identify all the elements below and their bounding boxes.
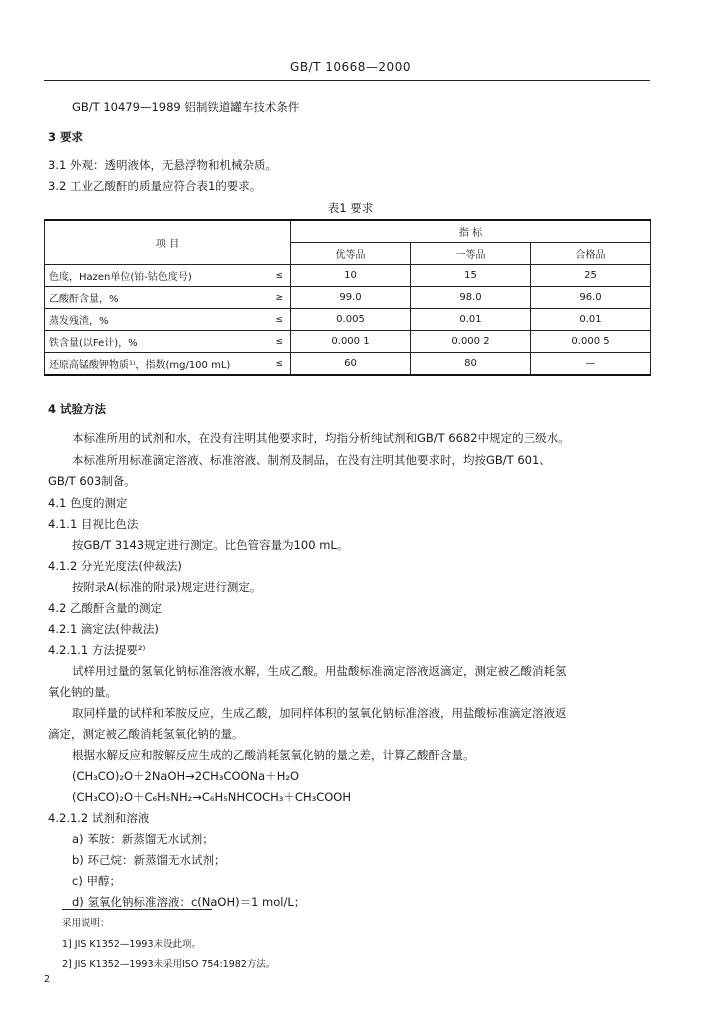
- cell-value: 0.000 1: [291, 331, 411, 353]
- paragraph-standards-line2: GB/T 603制备。: [48, 474, 136, 488]
- cell-value: 0.01: [531, 309, 651, 331]
- row-name: 色度，Hazen单位(铂-钴色度号): [45, 265, 269, 287]
- cell-value: 25: [531, 265, 651, 287]
- cell-value: —: [531, 353, 651, 376]
- equation-hydrolysis: (CH₃CO)₂O＋2NaOH→2CH₃COONa＋H₂O: [72, 769, 300, 783]
- row-name: 还原高锰酸钾物质¹⁾，指数(mg/100 mL): [45, 353, 269, 376]
- table-row: [45, 309, 651, 331]
- footnote-rule: [62, 909, 212, 910]
- paragraph-4-1-1: 按GB/T 3143规定进行测定。比色管容量为100 mL。: [72, 538, 349, 552]
- col-header-item: 项 目: [45, 220, 291, 265]
- section-4-2-1-1: 4.2.1.1 方法提要²⁾: [48, 643, 146, 657]
- cell-value: 0.000 5: [531, 331, 651, 353]
- section-3-2: 3.2 工业乙酸酐的质量应符合表1的要求。: [48, 179, 262, 193]
- paragraph-standards-line1: 本标准所用标准滴定溶液、标准溶液、制剂及制品，在没有注明其他要求时，均按GB/T 601、: [72, 453, 551, 467]
- table-row: [45, 265, 651, 287]
- table-row: [45, 353, 651, 376]
- paragraph-principle-line1: 试样用过量的氢氧化钠标准溶液水解，生成乙酸。用盐酸标准滴定溶液返滴定，测定被乙酸消耗氢: [72, 664, 567, 678]
- row-name: 铁含量(以Fe计)，%: [45, 331, 269, 353]
- section-4-1-1: 4.1.1 目视比色法: [48, 517, 139, 531]
- footnote-1: 1] JIS K1352—1993未设此项。: [62, 939, 202, 950]
- paragraph-principle-line4: 滴定，测定被乙酸消耗氢氧化钠的量。: [48, 727, 244, 741]
- row-name: 乙酸酐含量，%: [45, 287, 269, 309]
- col-header-indicator: 指 标: [291, 220, 651, 243]
- table-row: [45, 331, 651, 353]
- reagent-b: b) 环己烷：新蒸馏无水试剂；: [72, 853, 226, 867]
- grade-first: 一等品: [411, 243, 531, 265]
- row-operator: ≤: [269, 309, 291, 331]
- cell-value: 10: [291, 265, 411, 287]
- cell-value: 60: [291, 353, 411, 376]
- cell-value: 96.0: [531, 287, 651, 309]
- equation-aminolysis: (CH₃CO)₂O＋C₆H₅NH₂→C₆H₅NHCOCH₃＋CH₃COOH: [72, 790, 351, 804]
- table-caption: 表1 要求: [327, 201, 374, 215]
- row-name: 蒸发残渣，%: [45, 309, 269, 331]
- cell-value: 0.01: [411, 309, 531, 331]
- paragraph-reagents: 本标准所用的试剂和水，在没有注明其他要求时，均指分析纯试剂和GB/T 6682中规定的三级水。: [72, 431, 570, 445]
- reagent-d: d) 氢氧化钠标准溶液：c(NaOH)＝1 mol/L；: [72, 895, 306, 909]
- row-operator: ≤: [269, 265, 291, 287]
- cell-value: 15: [411, 265, 531, 287]
- cell-value: 80: [411, 353, 531, 376]
- section-3-heading: 3 要求: [48, 130, 84, 144]
- page-header-code: GB/T 10668—2000: [290, 60, 411, 74]
- footnote-2: 2] JIS K1352—1993未采用ISO 754:1982方法。: [62, 959, 276, 970]
- section-4-1-2: 4.1.2 分光光度法(仲裁法): [48, 559, 182, 573]
- section-3-1: 3.1 外观：透明液体，无悬浮物和机械杂质。: [48, 158, 277, 172]
- page-number: 2: [44, 974, 51, 985]
- normative-reference: GB/T 10479—1989 铝制铁道罐车技术条件: [72, 100, 300, 114]
- section-4-2-1-2: 4.2.1.2 试剂和溶液: [48, 811, 150, 825]
- paragraph-principle-line5: 根据水解反应和胺解反应生成的乙酸消耗氢氧化钠的量之差，计算乙酸酐含量。: [72, 748, 475, 762]
- section-4-2: 4.2 乙酸酐含量的测定: [48, 601, 162, 615]
- section-4-1: 4.1 色度的测定: [48, 496, 128, 510]
- paragraph-4-1-2: 按附录A(标准的附录)规定进行测定。: [72, 580, 262, 594]
- cell-value: 98.0: [411, 287, 531, 309]
- row-operator: ≤: [269, 353, 291, 376]
- footnote-title: 采用说明：: [62, 918, 110, 929]
- section-4-heading: 4 试验方法: [48, 402, 107, 416]
- cell-value: 0.000 2: [411, 331, 531, 353]
- cell-value: 0.005: [291, 309, 411, 331]
- cell-value: 99.0: [291, 287, 411, 309]
- grade-qualified: 合格品: [531, 243, 651, 265]
- requirements-table: [44, 219, 651, 376]
- reagent-a: a) 苯胺：新蒸馏无水试剂；: [72, 832, 214, 846]
- reagent-c: c) 甲醇；: [72, 874, 121, 888]
- row-operator: ≤: [269, 331, 291, 353]
- row-operator: ≥: [269, 287, 291, 309]
- header-rule: [44, 80, 650, 81]
- paragraph-principle-line2: 氧化钠的量。: [48, 685, 117, 699]
- section-4-2-1: 4.2.1 滴定法(仲裁法): [48, 622, 159, 636]
- table-row: [45, 287, 651, 309]
- paragraph-principle-line3: 取同样量的试样和苯胺反应，生成乙酸，加同样体积的氢氧化钠标准溶液，用盐酸标准滴定溶液返: [72, 706, 567, 720]
- grade-superior: 优等品: [291, 243, 411, 265]
